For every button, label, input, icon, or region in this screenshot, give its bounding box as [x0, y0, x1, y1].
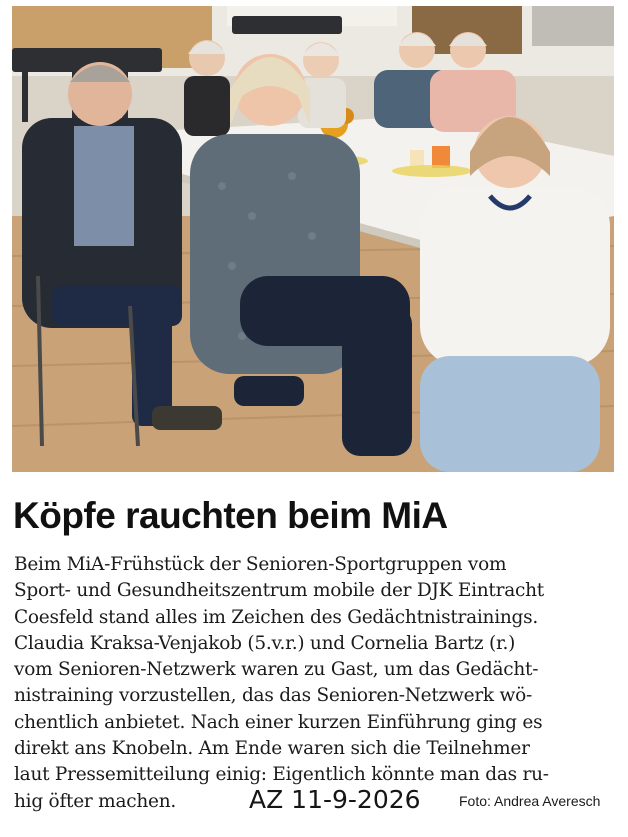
photo-credit: Foto: Andrea Averesch: [459, 793, 601, 809]
article-photo: [12, 6, 614, 472]
body-line: laut Pressemitteilung einig: Eigentlich könnte man das ru-: [14, 764, 549, 786]
body-line: nistraining vorzustellen, das das Senioren-Netzwerk wö-: [14, 685, 532, 707]
body-line: Beim MiA-Frühstück der Senioren-Sportgruppen vom: [14, 554, 507, 575]
body-line: Sport- und Gesundheitszentrum mobile der DJK Eintracht: [14, 580, 544, 602]
article-headline: Köpfe rauchten beim MiA: [13, 495, 448, 536]
group-photo-illustration: [12, 6, 614, 472]
body-line: direkt ans Knobeln. Am Ende waren sich die Teilnehmer: [14, 738, 530, 760]
body-line: chentlich anbietet. Nach einer kurzen Einführung ging es: [14, 711, 543, 733]
source-date-stamp: AZ 11-9-2026: [249, 785, 421, 814]
body-line: Claudia Kraksa-Venjakob (5.v.r.) und Cornelia Bartz (r.): [14, 632, 516, 654]
body-line: vom Senioren-Netzwerk waren zu Gast, um das Gedächt-: [14, 659, 539, 681]
body-line: Coesfeld stand alles im Zeichen des Gedächtnistrainings.: [14, 606, 539, 628]
article-body: [14, 552, 622, 815]
body-line: hig öfter machen.: [14, 790, 176, 812]
